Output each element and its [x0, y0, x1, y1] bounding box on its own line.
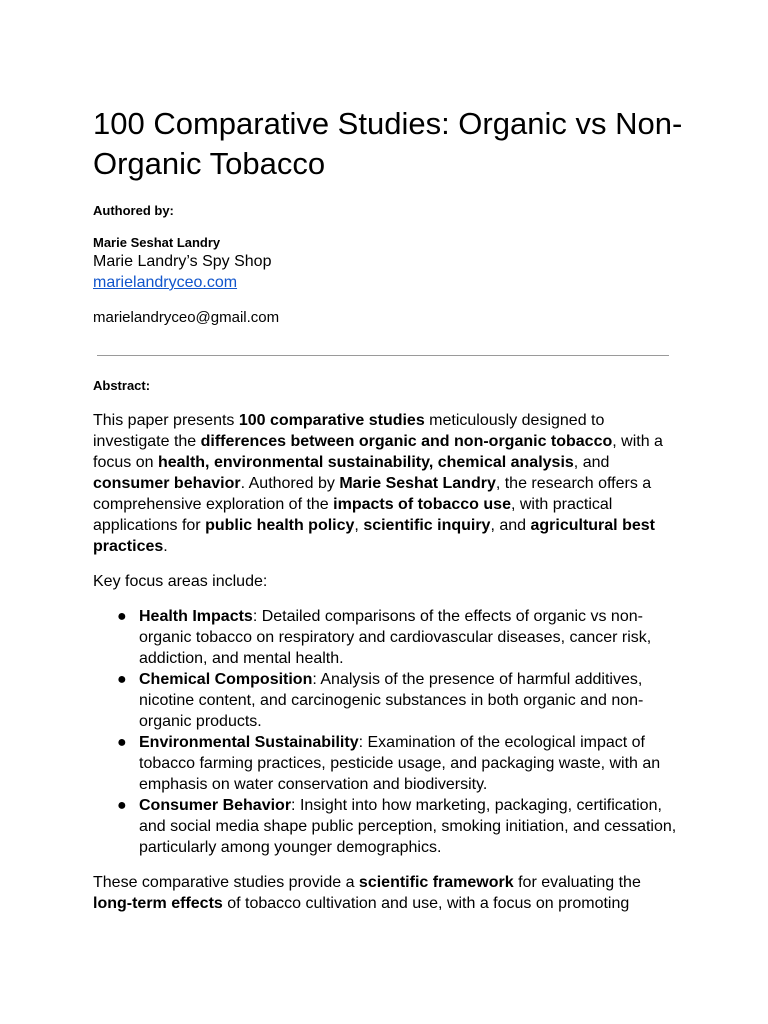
text-run: ,: [354, 517, 364, 534]
text-run: This paper presents: [93, 412, 239, 429]
bullet-icon: ●: [117, 671, 127, 688]
horizontal-divider: [97, 355, 669, 356]
focus-areas-list: [93, 606, 678, 858]
authored-by-label: Authored by:: [93, 203, 174, 218]
focus-area-item: [93, 606, 678, 669]
text-run: , and: [490, 517, 531, 534]
focus-area-description: : Examination of the ecological impact of tobacco farming practices, pesticide usage, and packaging waste, with an emphasis on water conservation and biodiversity.: [139, 734, 661, 793]
focus-area-term: Consumer Behavior: [139, 797, 292, 814]
bold-text-run: 100 comparative studies: [238, 412, 425, 429]
bold-text-run: agricultural best practices: [93, 517, 655, 555]
text-run: , with a focus on: [93, 433, 663, 471]
focus-area-item: [93, 732, 678, 795]
text-run: . Authored by: [240, 475, 340, 492]
text-run: , and: [573, 454, 610, 471]
author-email: marielandryceo@gmail.com: [93, 309, 280, 326]
text-run: for evaluating the: [513, 874, 641, 891]
text-run: These comparative studies provide a: [93, 874, 359, 891]
focus-area-description: : Detailed comparisons of the effects of organic vs non-organic tobacco on respiratory and cardiovascular diseases, cancer risk, addiction, and mental health.: [139, 608, 652, 667]
bold-text-run: differences between organic and non-organic tobacco: [200, 433, 613, 450]
bold-text-run: scientific framework: [358, 874, 514, 891]
text-run: , with practical applications for: [93, 496, 613, 534]
focus-area-item: [93, 669, 678, 732]
focus-area-term: Health Impacts: [139, 608, 253, 625]
text-run: .: [163, 538, 168, 555]
text-run: meticulously designed to investigate the: [93, 412, 605, 450]
website-link[interactable]: marielandryceo.com: [93, 274, 238, 291]
bullet-icon: ●: [117, 734, 127, 751]
text-run: , the research offers a comprehensive exploration of the: [93, 475, 652, 513]
abstract-paragraph-3: [93, 872, 678, 914]
bold-text-run: public health policy: [205, 517, 355, 534]
bullet-icon: ●: [117, 797, 127, 814]
bold-text-run: Marie Seshat Landry: [339, 475, 496, 492]
author-name: Marie Seshat Landry: [93, 235, 221, 250]
bold-text-run: health, environmental sustainability, chemical analysis: [157, 454, 574, 471]
focus-area-term: Environmental Sustainability: [139, 734, 359, 751]
text-run: of tobacco cultivation and use, with a focus on promoting: [222, 895, 630, 912]
focus-area-item: [93, 795, 678, 858]
abstract-label: Abstract:: [93, 378, 151, 393]
focus-area-description: : Insight into how marketing, packaging, certification, and social media shape public perception, smoking initiation, and cessation, particularly among younger demographics.: [139, 797, 677, 856]
bold-text-run: long-term effects: [93, 895, 223, 912]
bold-text-run: scientific inquiry: [363, 517, 491, 534]
bold-text-run: impacts of tobacco use: [333, 496, 511, 513]
abstract-paragraph-1: [93, 410, 678, 557]
document-title: 100 Comparative Studies: Organic vs Non-Organic Tobacco: [93, 106, 683, 181]
focus-area-term: Chemical Composition: [139, 671, 313, 688]
bold-text-run: consumer behavior: [93, 475, 241, 492]
bullet-icon: ●: [117, 608, 127, 625]
focus-area-description: : Analysis of the presence of harmful additives, nicotine content, and carcinogenic substances in both organic and non-organic products.: [139, 671, 644, 730]
abstract-paragraph-2: Key focus areas include:: [93, 573, 268, 590]
author-organization: Marie Landry’s Spy Shop: [93, 253, 272, 270]
